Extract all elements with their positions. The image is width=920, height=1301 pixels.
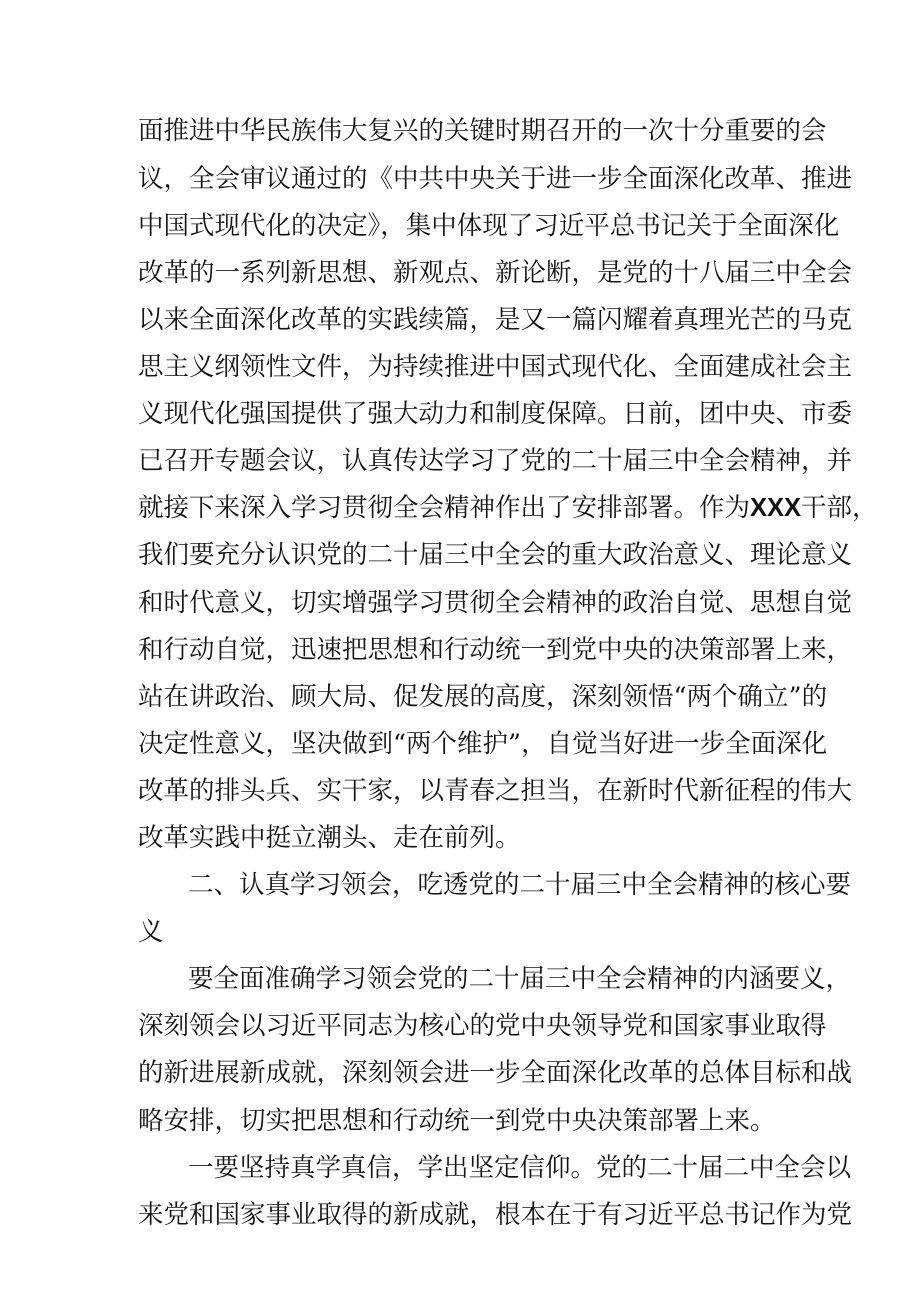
paragraph-line: 已召开专题会议，认真传达学习了党的二十届三中全会精神，并 [138, 446, 853, 476]
paragraph-line: 中国式现代化的决定》，集中体现了习近平总书记关于全面深化 [138, 211, 840, 241]
section-heading: 二、认真学习领会，吃透党的二十届三中全会精神的核心要 [188, 870, 852, 900]
paragraph-line: 来党和国家事业取得的新成就，根本在于有习近平总书记作为党 [138, 1200, 853, 1230]
paragraph-line: 的新进展新成就，深刻领会进一步全面深化改革的总体目标和战 [138, 1058, 853, 1088]
paragraph-line: 义现代化强国提供了强大动力和制度保障。日前，团中央、市委 [138, 399, 853, 429]
section-heading-continued: 义 [138, 917, 164, 947]
paragraph-line: 改革实践中挺立潮头、走在前列。 [138, 823, 521, 853]
paragraph-line: 改革的排头兵、实干家，以青春之担当，在新时代新征程的伟大 [138, 776, 853, 806]
line-text: 干部， [801, 493, 878, 523]
paragraph-line: 以来全面深化改革的实践续篇，是又一篇闪耀着真理光芒的马克 [138, 305, 853, 335]
paragraph-line [138, 493, 878, 523]
paragraph-line: 改革的一系列新思想、新观点、新论断，是党的十八届三中全会 [138, 258, 853, 288]
paragraph-line: 和时代意义，切实增强学习贯彻全会精神的政治自觉、思想自觉 [138, 588, 853, 618]
paragraph-line: 议，全会审议通过的《中共中央关于进一步全面深化改革、推进 [138, 164, 853, 194]
paragraph-line: 思主义纲领性文件，为持续推进中国式现代化、全面建成社会主 [138, 352, 853, 382]
placeholder-bold-text: XXX [750, 494, 802, 522]
paragraph-line: 要全面准确学习领会党的二十届三中全会精神的内涵要义， [188, 964, 852, 994]
line-text: 就接下来深入学习贯彻全会精神作出了安排部署。作为 [138, 493, 751, 523]
paragraph-line: 我们要充分认识党的二十届三中全会的重大政治意义、理论意义 [138, 540, 853, 570]
paragraph-line: 一要坚持真学真信，学出坚定信仰。党的二十届二中全会以 [188, 1153, 852, 1183]
paragraph-line: 深刻领会以习近平同志为核心的党中央领导党和国家事业取得 [138, 1011, 827, 1041]
paragraph-line: 站在讲政治、顾大局、促发展的高度，深刻领悟“两个确立”的 [138, 682, 828, 712]
paragraph-line: 略安排，切实把思想和行动统一到党中央决策部署上来。 [138, 1106, 776, 1136]
paragraph-line: 面推进中华民族伟大复兴的关键时期召开的一次十分重要的会 [138, 116, 827, 146]
paragraph-line: 和行动自觉，迅速把思想和行动统一到党中央的决策部署上来， [138, 635, 853, 665]
paragraph-line: 决定性意义，坚决做到“两个维护”，自觉当好进一步全面深化 [138, 729, 828, 759]
